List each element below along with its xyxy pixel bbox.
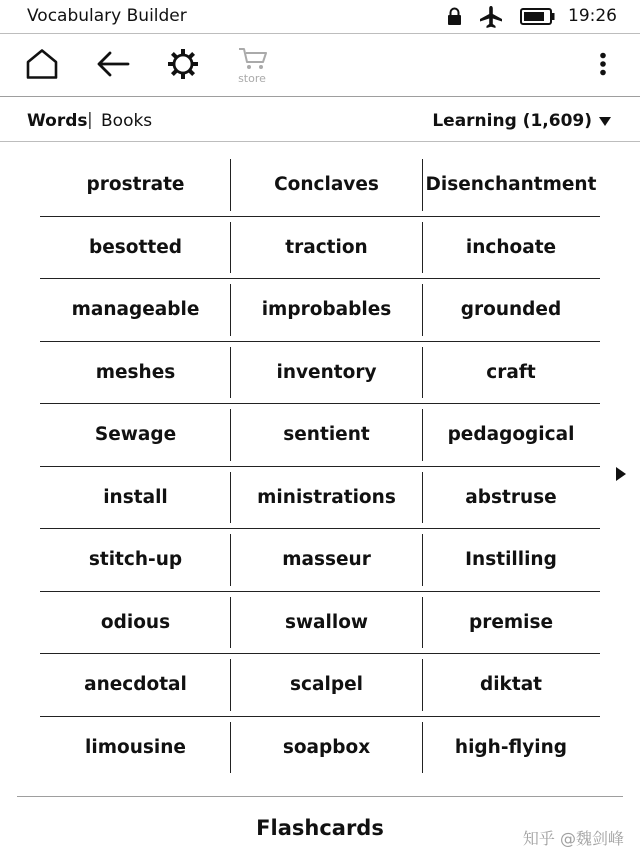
column-divider	[230, 409, 231, 461]
cart-icon	[238, 47, 268, 75]
word-row	[40, 404, 600, 467]
word-cell[interactable]: swallow	[284, 611, 369, 633]
word-cell[interactable]: ministrations	[257, 486, 396, 508]
column-divider	[230, 159, 231, 211]
bottom-divider	[17, 796, 623, 797]
word-cell[interactable]: craft	[486, 361, 536, 383]
column-divider	[422, 222, 423, 274]
tab-words[interactable]: Words	[27, 111, 88, 131]
word-cell[interactable]: prostrate	[86, 174, 185, 196]
word-cell[interactable]: meshes	[95, 361, 176, 383]
battery-icon	[520, 8, 556, 30]
column-divider	[422, 722, 423, 774]
word-cell[interactable]: Disenchantment	[425, 174, 597, 196]
word-row	[40, 529, 600, 592]
word-cell[interactable]: Instilling	[465, 549, 557, 571]
filter-label: Learning (1,609)	[432, 111, 592, 131]
tab-books[interactable]: Books	[101, 111, 153, 131]
column-divider	[422, 159, 423, 211]
word-cell[interactable]: abstruse	[465, 486, 557, 508]
word-cell[interactable]: install	[103, 486, 168, 508]
word-row	[40, 154, 600, 217]
word-cell[interactable]: diktat	[479, 674, 543, 696]
column-divider	[230, 659, 231, 711]
home-icon	[25, 48, 59, 84]
lock-icon	[447, 7, 462, 30]
word-cell[interactable]: soapbox	[282, 736, 371, 758]
word-row	[40, 654, 600, 717]
store-label: store	[238, 72, 266, 85]
word-cell[interactable]: premise	[468, 611, 554, 633]
app-title: Vocabulary Builder	[27, 6, 187, 26]
word-cell[interactable]: pedagogical	[447, 424, 575, 446]
column-divider	[230, 347, 231, 399]
word-cell[interactable]: besotted	[89, 236, 182, 258]
word-cell[interactable]: inventory	[276, 361, 377, 383]
column-divider	[230, 472, 231, 524]
gear-icon	[166, 47, 200, 85]
column-divider	[230, 284, 231, 336]
word-cell[interactable]: grounded	[460, 299, 562, 321]
tabs-row	[0, 98, 640, 142]
word-row	[40, 279, 600, 342]
watermark: 知乎 @魏剑峰	[522, 829, 624, 848]
word-cell[interactable]: odious	[100, 611, 171, 633]
word-cell[interactable]: improbables	[261, 299, 392, 321]
chevron-down-icon	[599, 117, 611, 126]
column-divider	[422, 597, 423, 649]
column-divider	[230, 722, 231, 774]
back-button[interactable]	[90, 35, 136, 96]
home-button[interactable]	[18, 35, 66, 96]
clock: 19:26	[568, 6, 617, 26]
word-cell[interactable]: masseur	[282, 549, 371, 571]
word-cell[interactable]: sentient	[283, 424, 370, 446]
word-cell[interactable]: manageable	[71, 299, 200, 321]
more-menu-button[interactable]	[588, 35, 618, 96]
settings-button[interactable]	[160, 35, 206, 96]
tab-separator: |	[87, 110, 93, 130]
word-cell[interactable]: limousine	[85, 736, 186, 758]
word-grid	[40, 154, 600, 778]
word-row	[40, 217, 600, 280]
word-row	[40, 342, 600, 405]
column-divider	[422, 284, 423, 336]
filter-dropdown[interactable]	[432, 111, 611, 131]
play-right-icon	[616, 467, 626, 481]
back-arrow-icon	[95, 50, 131, 82]
column-divider	[230, 534, 231, 586]
column-divider	[230, 597, 231, 649]
status-bar	[0, 0, 640, 34]
airplane-mode-icon	[478, 5, 504, 33]
column-divider	[230, 222, 231, 274]
next-page-button[interactable]	[609, 462, 633, 486]
word-row	[40, 592, 600, 655]
column-divider	[422, 409, 423, 461]
word-cell[interactable]: Conclaves	[274, 174, 379, 196]
column-divider	[422, 534, 423, 586]
column-divider	[422, 472, 423, 524]
word-row	[40, 467, 600, 530]
word-cell[interactable]: Sewage	[94, 424, 177, 446]
word-cell[interactable]: anecdotal	[84, 674, 187, 696]
more-vertical-icon	[599, 52, 607, 80]
word-cell[interactable]: traction	[285, 236, 368, 258]
toolbar	[0, 35, 640, 97]
word-cell[interactable]: stitch-up	[88, 549, 183, 571]
column-divider	[422, 347, 423, 399]
word-cell[interactable]: inchoate	[465, 236, 557, 258]
word-cell[interactable]: high-flying	[454, 736, 568, 758]
word-cell[interactable]: scalpel	[290, 674, 363, 696]
column-divider	[422, 659, 423, 711]
store-button[interactable]	[229, 35, 275, 96]
flashcards-button[interactable]: Flashcards	[256, 816, 384, 840]
word-row	[40, 717, 600, 779]
